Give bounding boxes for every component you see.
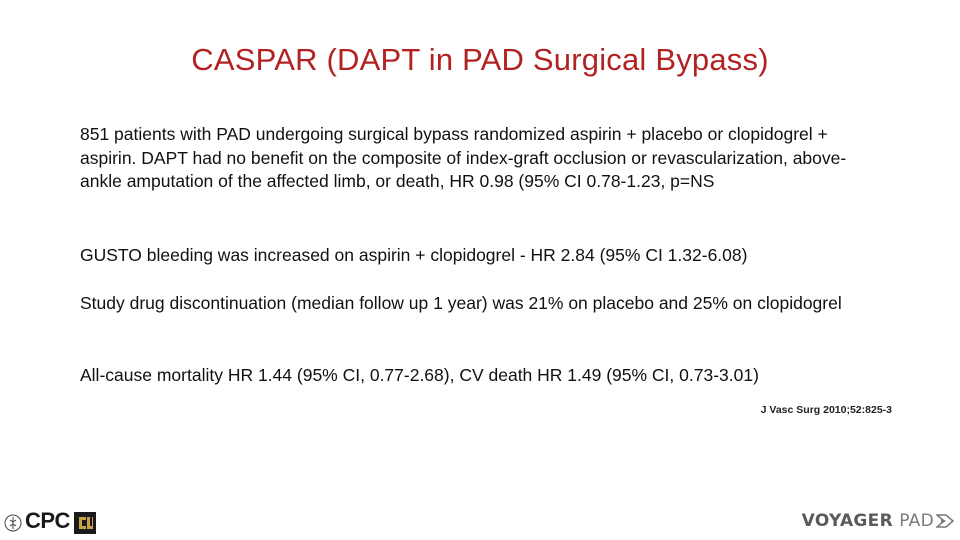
slide-title: CASPAR (DAPT in PAD Surgical Bypass) <box>191 42 769 77</box>
voyager-logo-text: VOYAGER PAD <box>801 511 934 531</box>
body-paragraph-4: All-cause mortality HR 1.44 (95% CI, 0.77-2.68), CV death HR 1.49 (95% CI, 0.73-3.01) <box>80 365 759 385</box>
body-paragraph-1: 851 patients with PAD undergoing surgical bypass randomized aspirin + placebo or clopidogrel + aspirin. DAPT had no benefit on the composite of index-graft occlusion or revascularization, above-ankle amputation of the affected limb, or death, HR 0.98 (95% CI 0.78-1.23, p=NS <box>80 124 847 191</box>
body-paragraph-2: GUSTO bleeding was increased on aspirin + clopidogrel - HR 2.84 (95% CI 1.32-6.08) <box>80 245 748 265</box>
flag-icon <box>936 512 954 530</box>
emblem-icon <box>4 514 22 532</box>
body-paragraph-3: Study drug discontinuation (median follow up 1 year) was 21% on placebo and 25% on clopidogrel <box>80 293 842 313</box>
cpc-logo <box>4 508 97 538</box>
voyager-pad-logo <box>802 510 954 532</box>
citation: J Vasc Surg 2010;52:825-3 <box>760 404 892 416</box>
university-cu-icon <box>73 511 97 535</box>
cpc-logo-text: CPC <box>25 508 70 533</box>
